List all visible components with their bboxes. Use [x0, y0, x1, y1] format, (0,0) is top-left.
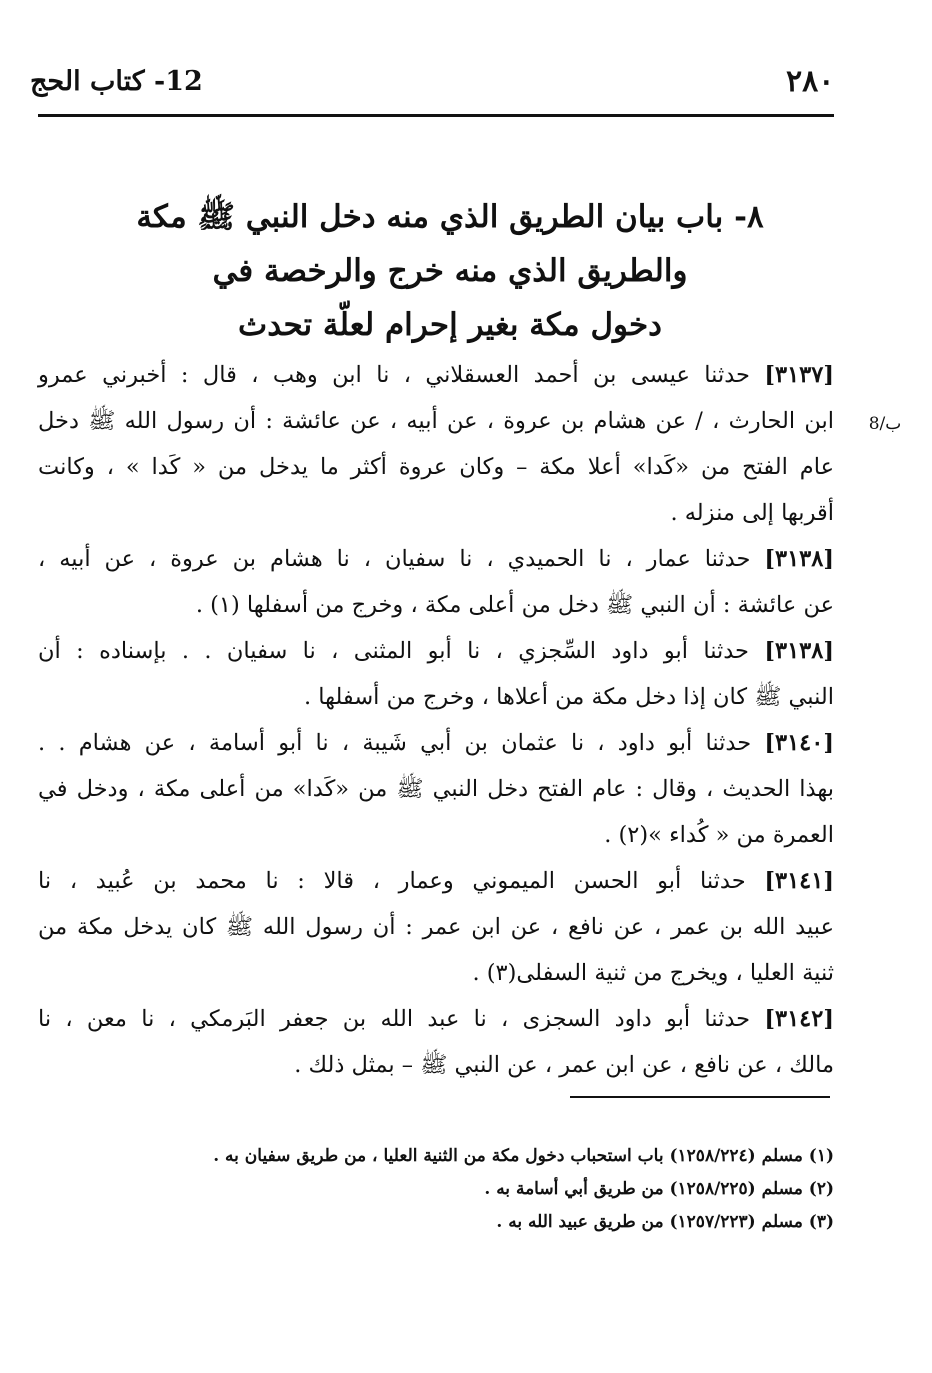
text-line: [38, 674, 834, 720]
line-text: حدثنا عيسى بن أحمد العسقلاني ، نا ابن وهب ، قال : أخبرني عمرو: [38, 362, 750, 388]
hadith-number: [٣١٤٢]: [764, 1006, 834, 1032]
hadith-number: [٣١٣٨]: [764, 546, 834, 572]
line-text: مالك ، عن نافع ، عن ابن عمر ، عن النبي ﷺ – بمثل ذلك .: [294, 1052, 834, 1078]
hadith-first-line: [38, 352, 834, 398]
line-text: عن عائشة : أن النبي ﷺ دخل من أعلى مكة ، وخرج من أسفلها (١) .: [195, 592, 834, 618]
hadith-number: [٣١٤٠]: [764, 730, 834, 756]
line-text: النبي ﷺ كان إذا دخل مكة من أعلاها ، وخرج من أسفلها .: [303, 684, 834, 710]
text-line: [38, 1042, 834, 1088]
text-line: [38, 812, 834, 858]
line-text: حدثنا أبو داود السِّجزي ، نا أبو المثنى ، نا سفيان . . بإسناده : أن: [38, 638, 749, 664]
chapter-title-line: والطريق الذي منه خرج والرخصة في: [212, 253, 688, 289]
hadith-number: [٣١٣٧]: [764, 362, 835, 388]
text-line: [38, 490, 834, 536]
footnotes: [100, 1140, 834, 1239]
line-text: حدثنا أبو الحسن الميموني وعمار ، قالا : نا محمد بن عُبيد ، نا: [38, 868, 746, 894]
hadith-number: [٣١٤١]: [764, 868, 834, 894]
footnote: (٢) مسلم (١٢٥٨/٢٢٥) من طريق أبي أسامة به .: [484, 1179, 834, 1199]
page-number: ٢٨٠: [786, 64, 835, 99]
text-line: [38, 904, 834, 950]
header-divider: [38, 114, 834, 117]
chapter-title-line: دخول مكة بغير إحرام لعلّة تحدث: [238, 307, 662, 343]
line-text: أقربها إلى منزله .: [670, 500, 834, 526]
text-line: [38, 582, 834, 628]
footnote-divider: [570, 1096, 830, 1098]
hadith-first-line: [38, 536, 834, 582]
hadith-first-line: [38, 720, 834, 766]
line-text: عام الفتح من «كَدا» أعلا مكة – وكان عروة أكثر ما يدخل من « كَدا » ، وكانت: [38, 454, 834, 480]
footnote: (١) مسلم (١٢٥٨/٢٢٤) باب استحباب دخول مكة من الثنية العليا ، من طريق سفيان به .: [213, 1146, 834, 1166]
line-text: ابن الحارث ، / عن هشام بن عروة ، عن أبيه ، عن عائشة : أن رسول الله ﷺ دخل: [38, 408, 834, 434]
line-text: بهذا الحديث ، وقال : عام الفتح دخل النبي ﷺ من «كَدا» من أعلى مكة ، ودخل في: [38, 776, 834, 802]
chapter-title: [100, 190, 800, 352]
text-line: [38, 444, 834, 490]
hadith-first-line: [38, 628, 834, 674]
line-text: حدثنا أبو داود ، نا عثمان بن أبي شَيبة ، نا أبو أسامة ، عن هشام . .: [38, 730, 752, 756]
line-text: العمرة من « كُداء »(٢) .: [604, 822, 834, 848]
hadith-text: [38, 352, 834, 1088]
running-header-title: 12- كتاب الحج: [30, 66, 203, 97]
margin-folio-note: 8/ب: [868, 414, 902, 434]
line-text: عبيد الله بن عمر ، عن نافع ، عن ابن عمر : أن رسول الله ﷺ كان يدخل مكة من: [38, 914, 834, 940]
text-line: [38, 398, 834, 444]
hadith-first-line: [38, 858, 834, 904]
hadith-first-line: [38, 996, 834, 1042]
chapter-title-line: ٨- باب بيان الطريق الذي منه دخل النبي ﷺ مكة: [136, 199, 764, 235]
text-line: [38, 766, 834, 812]
footnote: (٣) مسلم (١٢٥٧/٢٢٣) من طريق عبيد الله به .: [496, 1212, 834, 1232]
hadith-number: [٣١٣٨]: [764, 638, 834, 664]
line-text: حدثنا أبو داود السجزى ، نا عبد الله بن جعفر البَرمكي ، نا معن ، نا: [38, 1006, 751, 1032]
line-text: حدثنا عمار ، نا الحميدي ، نا سفيان ، نا هشام بن عروة ، عن أبيه ،: [38, 546, 751, 572]
line-text: ثنية العليا ، ويخرج من ثنية السفلى(٣) .: [472, 960, 834, 986]
text-line: [38, 950, 834, 996]
